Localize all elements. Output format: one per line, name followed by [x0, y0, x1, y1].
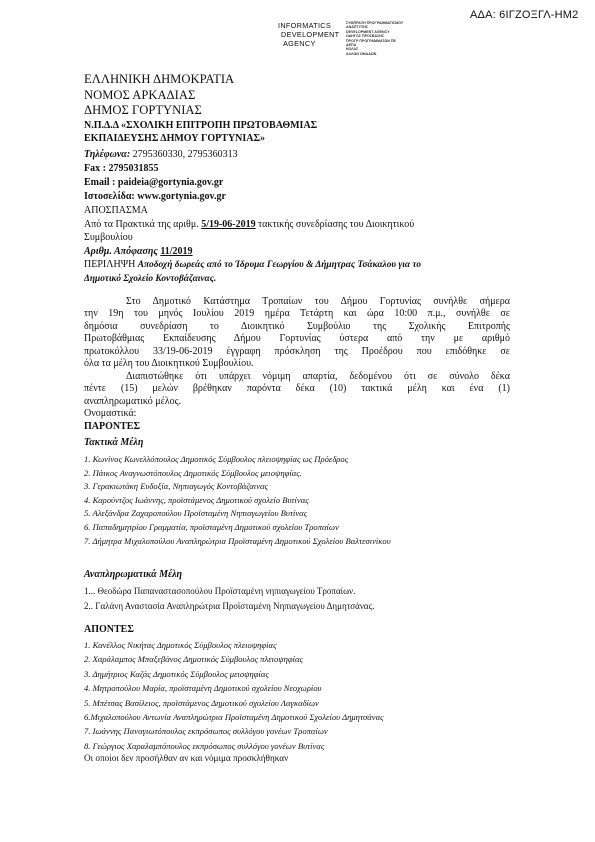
summary-line: [84, 259, 421, 271]
absent-footer-note: Οι οποίοι δεν προσήλθαν αν και νόμιμα προσκλήθηκαν: [84, 753, 289, 763]
summary-label: ΠΕΡΙΛΗΨΗ: [84, 259, 138, 270]
quorum-paragraph: [84, 371, 510, 408]
list-item: 7. Ιωάννης Παναγιωτόπουλος εκπρόσωπος συλλόγου γονέων Τροπαίων: [84, 726, 328, 737]
list-item: 7. Δήμητρα Μιχαλοπούλου Αναπληρώτρια Προϊσταμένη Δημοτικού Σχολείου Βαλτεσινίκου: [84, 535, 391, 546]
list-item: 1. Κανέλλος Νικήτας Δημοτικός Σύμβουλος πλειοψηφίας: [84, 640, 277, 650]
extract-line: [84, 219, 414, 231]
extract-suffix: τακτικής συνεδρίασης του Διοικητικού: [255, 219, 415, 230]
ada-code: ΑΔΑ: 6ΙΓΖΟΞΓΛ-ΗΜ2: [470, 9, 579, 21]
logo-small-line: ΑΛΛΩΝ ΟΜΑΔΩΝ: [346, 51, 377, 56]
extract-prefix: Από τα Πρακτικά της αριθμ.: [84, 219, 202, 230]
absent-members-list: [84, 638, 384, 753]
decision-label: Αριθμ. Απόφασης: [84, 246, 161, 257]
list-item: 1. Κωνίνος Κωνελλόπουλος Δημοτικός Σύμβουλος πλειοψηφίας ως Πρόεδρος: [84, 454, 349, 464]
paragraph-line: δημόσια συνεδρίαση το Διοικητικό Συμβούλιο της Σχολικής Επιτροπής: [84, 320, 510, 332]
phone-value: 2795360330, 2795360313: [130, 149, 238, 160]
present-heading: ΠΑΡΟΝΤΕΣ: [84, 421, 140, 432]
logo-line: DEVELOPMENT: [281, 30, 340, 40]
list-item: 2.. Γαλάνη Αναστασία Αναπληρώτρια Προϊσταμένη Νηπιαγωγείου Δημητσάνας.: [84, 600, 375, 611]
entity-name-line2: ΕΚΠΑΙΔΕΥΣΗΣ ΔΗΜΟΥ ΓΟΡΤΥΝΙΑΣ»: [84, 133, 266, 144]
paragraph-line: Διαπιστώθηκε ότι υπάρχει νόμιμη απαρτία, δεδομένου ότι σε σύνολο δέκα: [126, 371, 510, 382]
list-item: 4. Καρούντζος Ιωάννης, προϊστάμενος Δημοτικού σχολείο Βυτίνας: [84, 494, 309, 505]
logo-line: AGENCY: [283, 39, 316, 49]
decision-number: 11/2019: [160, 246, 193, 257]
agency-logo: [278, 21, 339, 49]
website-label: Ιστοσελίδα:: [84, 191, 138, 202]
paragraph-line: πρωτοκόλλου 33/19-06-2019 έγγραφη πρόσκληση της Προέδρου που επιδόθηκε σε: [84, 345, 510, 357]
list-item: 5. Αλεξάνδρα Ζαχαροπούλου Προϊσταμένη Νηπιαγωγείου Βυτίνας: [84, 508, 308, 519]
logo-small-line: ΠΡΟΓΡ ΠΡΟΓΡΑΜΜΑΤΩΝ ΠΕ: [346, 38, 396, 43]
list-item: 6.Μιχαλοπούλου Αντωνία Αναπληρώτρια Προϊσταμένη Δημοτικού Σχολείου Δημητσάνας: [84, 712, 384, 723]
alternate-members-heading: Αναπληρωματικά Μέλη: [84, 569, 183, 580]
summary-text-line2: Δημοτικό Σχολείο Κοντοβάζαινας.: [84, 274, 217, 284]
logo-small-line: ΑΝΑΠΤΥΞΗΣ: [346, 25, 369, 30]
paragraph-line: Πρωτοβάθμιας Εκπαίδευσης Δήμου Γορτυνίας ύστερα από την με αριθμό: [84, 333, 510, 345]
email-value: paideia@gortynia.gov.gr: [117, 177, 224, 188]
names-label: Ονομαστικά:: [84, 408, 137, 419]
alternate-members-list: [84, 584, 374, 613]
list-item: 5. Μπέτσας Βασίλειος, προϊστάμενος Δημοτικού σχολείου Λαγκαδίων: [84, 697, 319, 708]
country-heading: ΕΛΛΗΝΙΚΗ ΔΗΜΟΚΡΑΤΙΑ: [84, 72, 235, 86]
paragraph-line: πέντε (15) μελών βρέθηκαν παρόντα δέκα (10) τακτικά μέλη και ένα (1): [84, 383, 510, 395]
list-item: 3. Δημήτριος Καζάς Δημοτικός Σύμβουλος μειοψηφίας: [84, 668, 269, 679]
extract-line2: Συμβουλίου: [84, 232, 133, 243]
list-item: 4. Μητροπούλου Μαρία, προϊσταμένη Δημοτικού σχολείου Νεοχωρίου: [84, 683, 322, 694]
session-number: 5/19-06-2019: [201, 219, 256, 230]
logo-small-text: [346, 21, 403, 56]
prefecture-heading: ΝΟΜΟΣ ΑΡΚΑΔΙΑΣ: [84, 87, 196, 102]
paragraph-line: όλα τα μέλη του Διοικητικού Συμβουλίου.: [84, 358, 254, 370]
website-line: [84, 191, 226, 203]
regular-members-list: [84, 453, 391, 548]
list-item: 2. Πάικος Αναγνωστόπουλος Δημοτικός Σύμβουλος μειοψηφίας.: [84, 467, 302, 478]
decision-number-line: [84, 246, 193, 258]
list-item: 6. Παπαδημητρίου Γραμματία, προϊσταμένη Δημοτικού σχολείου Τροπαίων: [84, 521, 339, 532]
entity-name-line1: Ν.Π.Δ.Δ «ΣΧΟΛΙΚΗ ΕΠΙΤΡΟΠΗ ΠΡΩΤΟΒΑΘΜΙΑΣ: [84, 120, 318, 131]
list-item: 2. Χαράλαμπος Μπαξεβάνος Δημοτικός Σύμβουλος πλειοψηφίας: [84, 654, 304, 665]
logo-small-line: ΟΔΗΓΟΣ ΠΡΟΣΒΑΣΗΣ: [346, 34, 385, 39]
fax-line: Fax : 2795031855: [84, 163, 159, 174]
paragraph-line: την 19η του μηνός Ιουλίου 2019 ημέρα Τετάρτη και ώρα 10:00 π.μ., συνήλθε σε: [84, 308, 510, 320]
paragraph-line: αναπληρωματικό μέλος.: [84, 395, 182, 407]
absent-heading: ΑΠΟΝΤΕΣ: [84, 624, 134, 635]
website-value: www.gortynia.gov.gr: [137, 191, 226, 202]
list-item: 8. Γεώργιος Χαραλαμπόπουλος εκπρόσωπος συλλόγου γονέων Βυτίνας: [84, 740, 325, 751]
phone-label: Τηλέφωνα:: [84, 149, 131, 160]
list-item: 1... Θεοδώρα Παπαναστασοπούλου Προϊσταμένη νηπιαγωγείου Τροπαίων.: [84, 586, 356, 596]
phone-line: [84, 149, 238, 161]
logo-small-line: ΚΟΛΑΣ: [346, 47, 359, 52]
logo-small-line: DEVELOPMENT AGENCY: [346, 29, 390, 34]
logo-small-line: ΣΥΜΠΡΑΞΗ ΠΡΟΓΡΑΜΜΑΤΙΣΜΟΥ: [346, 21, 404, 25]
email-line: [84, 177, 223, 189]
logo-small-line: ΔΕΠΑ: [346, 43, 357, 48]
summary-text: Αποδοχή δωρεάς από το Ίδρυμα Γεωργίου & Δήμητρας Τσάκαλου για το: [137, 260, 422, 270]
regular-members-heading: Τακτικά Μέλη: [84, 437, 144, 448]
email-label: Email :: [84, 177, 118, 188]
paragraph-line: Στο Δημοτικό Κατάστημα Τροπαίων του Δήμου Γορτυνίας συνήλθε σήμερα: [126, 296, 510, 307]
list-item: 3. Γερακιωτάκη Ευδοξία, Νηπιαγωγός Κοντοβάζαινας: [84, 481, 268, 492]
logo-line: INFORMATICS: [278, 21, 332, 30]
meeting-paragraph: [84, 296, 510, 370]
document-title: ΑΠΟΣΠΑΣΜΑ: [84, 205, 148, 216]
municipality-heading: ΔΗΜΟΣ ΓΟΡΤΥΝΙΑΣ: [84, 103, 202, 117]
